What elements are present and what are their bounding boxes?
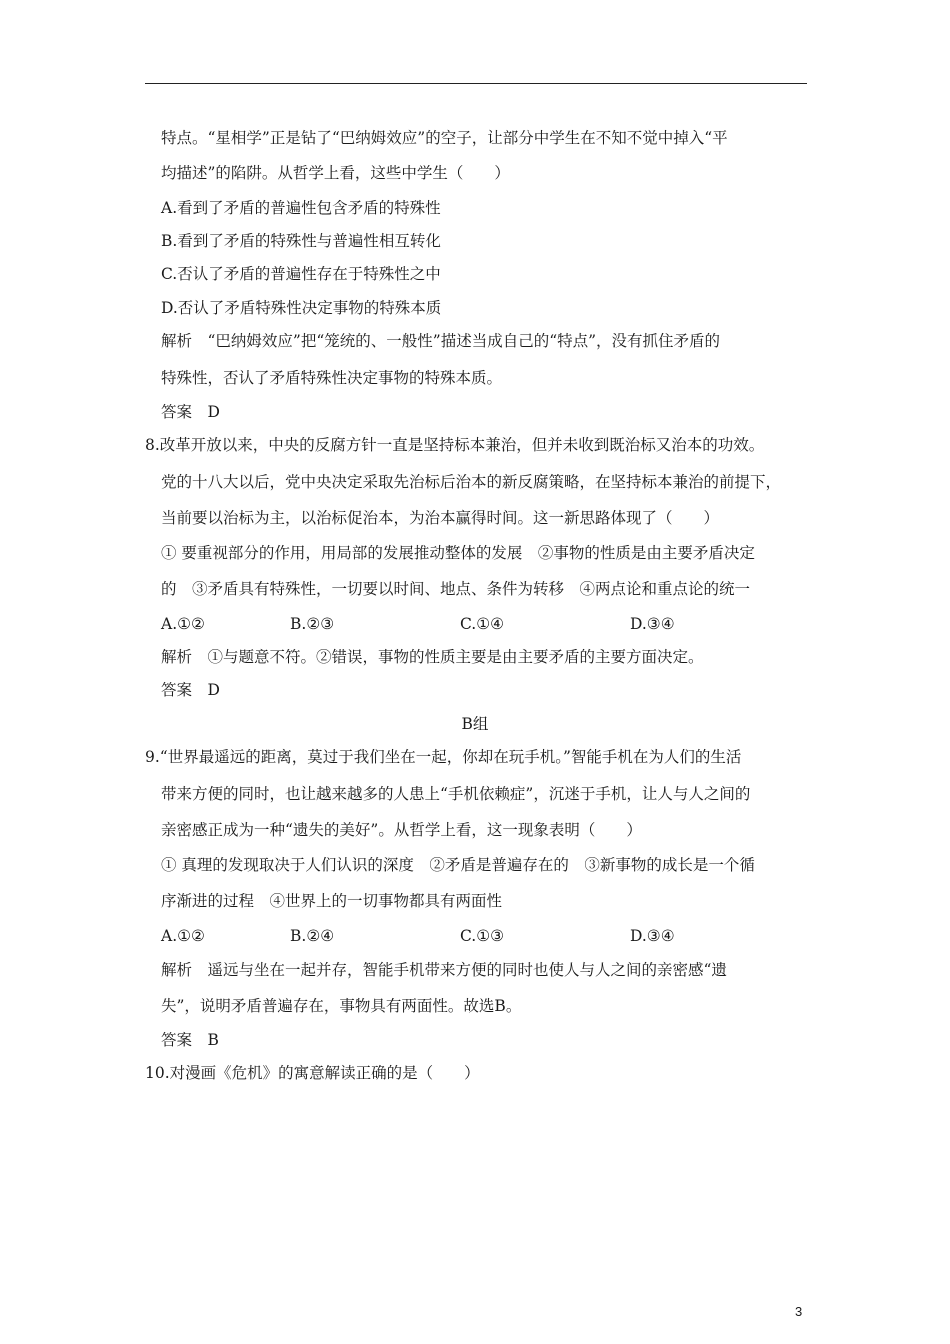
q7-option-d: D.否认了矛盾特殊性决定事物的特殊本质 [161,299,442,317]
q8-option-a: A.①② [161,615,205,633]
q8-stem-line-1: 8.改革开放以来，中央的反腐方针一直是坚持标本兼治，但并未收到既治标又治本的功效。 [145,436,765,454]
q8-option-c: C.①④ [460,615,505,633]
q7-option-b: B.看到了矛盾的特殊性与普遍性相互转化 [161,232,441,250]
q8-answer: 答案 D [161,681,220,699]
q10-stem: 10.对漫画《危机》的寓意解读正确的是（ ） [145,1064,480,1082]
q9-analysis-line-1: 解析 遥远与坐在一起并存，智能手机带来方便的同时也使人与人之间的亲密感“遗 [161,961,727,979]
q8-option-d: D.③④ [630,615,675,633]
group-b-heading: B组 [461,715,489,733]
q8-option-b: B.②③ [290,615,335,633]
q8-statements-line-2: 的 ③矛盾具有特殊性，一切要以时间、地点、条件为转移 ④两点论和重点论的统一 [161,580,751,598]
q9-answer: 答案 B [161,1031,219,1049]
q7-analysis-line-1: 解析 “巴纳姆效应”把“笼统的、一般性”描述当成自己的“特点”，没有抓住矛盾的 [161,332,721,350]
q8-stem-line-2: 党的十八大以后，党中央决定采取先治标后治本的新反腐策略，在坚持标本兼治的前提下， [161,473,782,491]
header-rule [145,83,807,84]
q9-option-b: B.②④ [290,927,335,945]
q9-statements-line-2: 序渐进的过程 ④世界上的一切事物都具有两面性 [161,892,503,910]
q7-option-c: C.否认了矛盾的普遍性存在于特殊性之中 [161,265,441,283]
q8-analysis: 解析 ①与题意不符。②错误，事物的性质主要是由主要矛盾的主要方面决定。 [161,648,704,666]
q9-option-a: A.①② [161,927,205,945]
q9-stem-line-3: 亲密感正成为一种“遗失的美好”。从哲学上看，这一现象表明（ ） [161,821,642,839]
q9-statements-line-1: ① 真理的发现取决于人们认识的深度 ②矛盾是普遍存在的 ③新事物的成长是一个循 [161,856,755,874]
q7-analysis-line-2: 特殊性，否认了矛盾特殊性决定事物的特殊本质。 [161,369,503,387]
q8-statements-line-1: ① 要重视部分的作用，用局部的发展推动整体的发展 ②事物的性质是由主要矛盾决定 [161,544,755,562]
q9-stem-line-2: 带来方便的同时，也让越来越多的人患上“手机依赖症”，沉迷于手机，让人与人之间的 [161,785,751,803]
q9-option-c: C.①③ [460,927,505,945]
q9-option-d: D.③④ [630,927,675,945]
q8-stem-line-3: 当前要以治标为主，以治标促治本，为治本赢得时间。这一新思路体现了（ ） [161,509,720,527]
q7-stem-line-2: 均描述”的陷阱。从哲学上看，这些中学生（ ） [161,164,510,182]
page-number: 3 [795,1304,803,1319]
q9-stem-line-1: 9.“世界最遥远的距离，莫过于我们坐在一起，你却在玩手机。”智能手机在为人们的生活 [145,748,742,766]
q7-stem-line-1: 特点。“星相学”正是钻了“巴纳姆效应”的空子，让部分中学生在不知不觉中掉入“平 [161,129,728,147]
q9-analysis-line-2: 失”，说明矛盾普遍存在，事物具有两面性。故选B。 [161,997,522,1015]
q7-answer: 答案 D [161,403,220,421]
q7-option-a: A.看到了矛盾的普遍性包含矛盾的特殊性 [161,199,441,217]
